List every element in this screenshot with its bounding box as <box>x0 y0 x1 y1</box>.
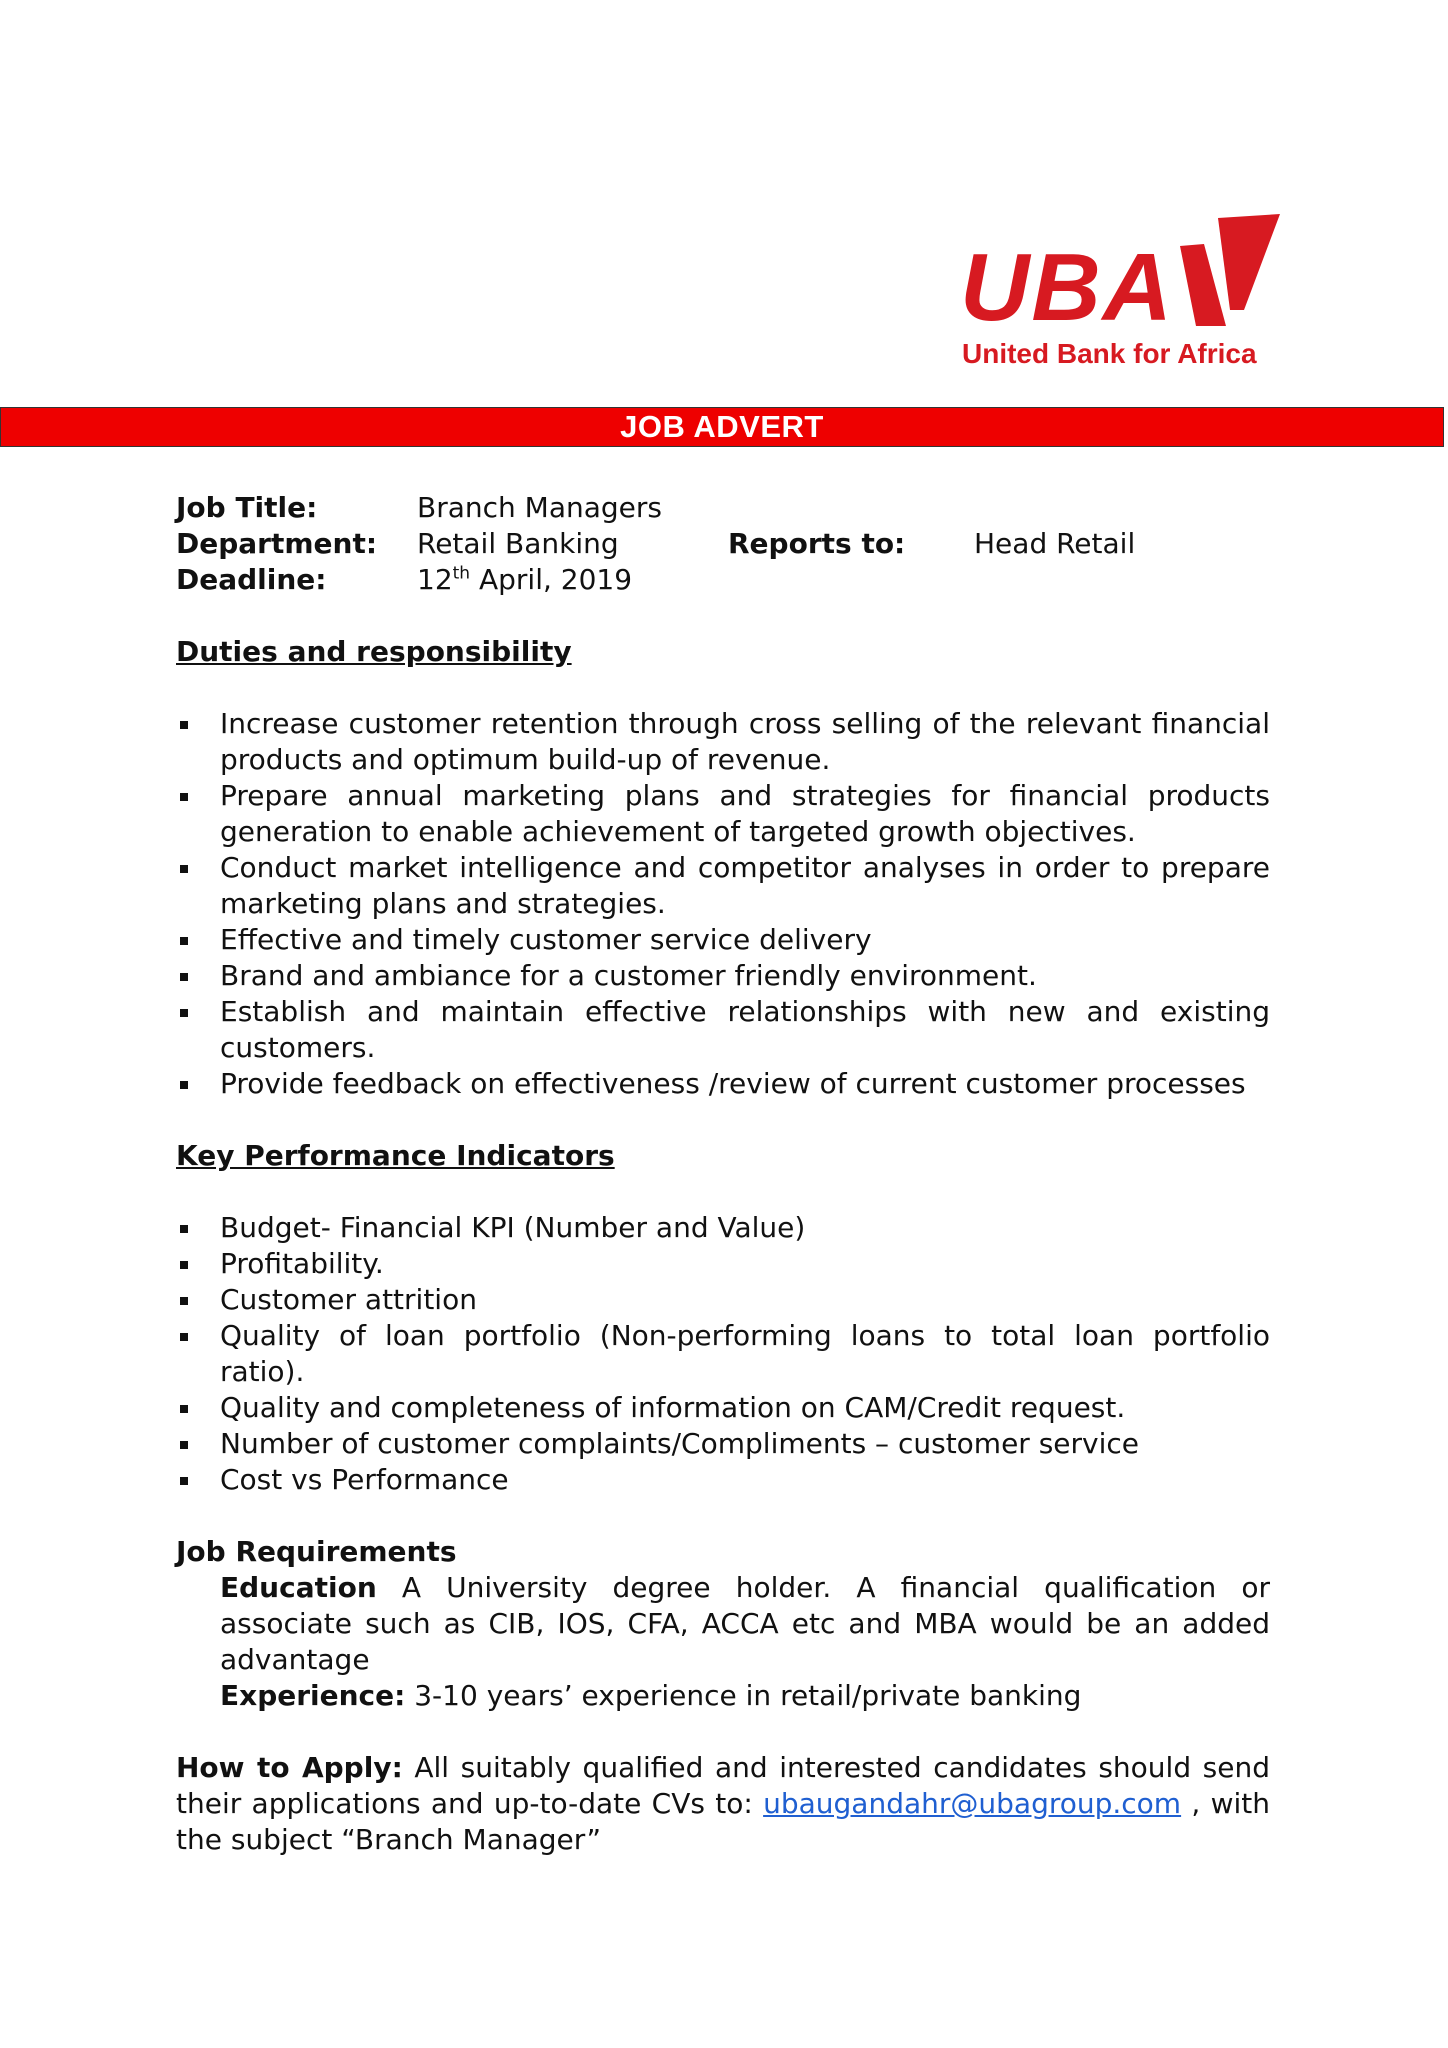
list-item <box>176 1426 1270 1462</box>
list-item <box>176 1390 1270 1426</box>
apply-email-link[interactable]: ubaugandahr@ubagroup.com <box>763 1787 1182 1820</box>
list-item-text: Budget- Financial KPI (Number and Value) <box>220 1211 806 1244</box>
experience-line <box>220 1678 1270 1714</box>
deadline-value <box>417 562 632 598</box>
department-value: Retail Banking <box>417 527 619 560</box>
apply-text-before: All suitably qualified and interested candidates should send their applications and up-to-date CVs to: <box>176 1751 1270 1820</box>
list-item <box>176 922 1270 958</box>
experience-text: 3-10 years’ experience in retail/private banking <box>405 1679 1082 1712</box>
list-item <box>176 1210 1270 1246</box>
list-item <box>176 958 1270 994</box>
bullet-icon <box>180 1261 188 1269</box>
job-title-label: Job Title: <box>176 491 318 524</box>
list-item-text: Establish and maintain effective relationships with new and existing customers. <box>220 995 1270 1064</box>
list-item-text: Prepare annual marketing plans and strategies for financial products generation to enable achievement of targeted growth objectives. <box>220 779 1270 848</box>
list-item-text: Customer attrition <box>220 1283 477 1316</box>
list-item-text: Brand and ambiance for a customer friendly environment. <box>220 959 1037 992</box>
list-item-text: Provide feedback on effectiveness /review of current customer processes <box>220 1067 1246 1100</box>
bullet-icon <box>180 1333 188 1341</box>
bullet-icon <box>180 793 188 801</box>
department-row <box>176 526 1270 562</box>
list-item <box>176 1246 1270 1282</box>
deadline-label: Deadline: <box>176 563 327 596</box>
reports-to-label: Reports to: <box>728 527 906 560</box>
bullet-icon <box>180 1405 188 1413</box>
list-item <box>176 994 1270 1066</box>
reports-to-value: Head Retail <box>974 527 1136 560</box>
list-item-text: Quality of loan portfolio (Non-performing loans to total loan portfolio ratio). <box>220 1319 1270 1388</box>
bullet-icon <box>180 973 188 981</box>
bullet-icon <box>180 937 188 945</box>
logo-tagline: United Bank for Africa <box>962 338 1257 369</box>
bullet-icon <box>180 721 188 729</box>
banner-title: JOB ADVERT <box>620 409 824 444</box>
list-item-text: Profitability. <box>220 1247 384 1280</box>
uba-logo <box>952 210 1282 380</box>
kpi-list <box>176 1210 1270 1498</box>
bullet-icon <box>180 1225 188 1233</box>
job-advert-banner <box>0 407 1444 447</box>
bullet-icon <box>180 1477 188 1485</box>
duties-list <box>176 706 1270 1102</box>
requirements-block <box>176 1570 1270 1714</box>
list-item <box>176 1462 1270 1498</box>
list-item-text: Effective and timely customer service delivery <box>220 923 872 956</box>
list-item-text: Cost vs Performance <box>220 1463 509 1496</box>
list-item-text: Quality and completeness of information on CAM/Credit request. <box>220 1391 1126 1424</box>
how-to-apply <box>176 1750 1270 1858</box>
deadline-suffix: th <box>452 563 471 584</box>
document-body <box>176 490 1270 1858</box>
list-item <box>176 1318 1270 1390</box>
education-text: A University degree holder. A financial qualification or associate such as CIB, IOS, CFA, ACCA etc and MBA would be an added advantage <box>220 1571 1270 1676</box>
education-label: Education <box>220 1571 377 1604</box>
apply-label: How to Apply: <box>176 1751 403 1784</box>
deadline-day: 12 <box>417 563 453 596</box>
deadline-rest: April, 2019 <box>470 563 633 596</box>
education-line <box>220 1570 1270 1678</box>
requirements-heading: Job Requirements <box>176 1535 457 1568</box>
duties-heading: Duties and responsibility <box>176 635 572 668</box>
kpi-heading: Key Performance Indicators <box>176 1139 615 1172</box>
list-item-text: Increase customer retention through cross selling of the relevant financial products and optimum build-up of revenue. <box>220 707 1270 776</box>
list-item <box>176 1066 1270 1102</box>
job-title-row <box>176 490 1270 526</box>
job-title-value: Branch Managers <box>417 491 662 524</box>
list-item <box>176 778 1270 850</box>
bullet-icon <box>180 865 188 873</box>
uba-brand-mark-icon <box>1174 214 1280 326</box>
bullet-icon <box>180 1297 188 1305</box>
list-item <box>176 1282 1270 1318</box>
list-item-text: Conduct market intelligence and competitor analyses in order to prepare marketing plans and strategies. <box>220 851 1270 920</box>
list-item <box>176 706 1270 778</box>
bullet-icon <box>180 1009 188 1017</box>
experience-label: Experience: <box>220 1679 406 1712</box>
apply-text-after: , with the subject “Branch Manager” <box>176 1787 1270 1856</box>
list-item-text: Number of customer complaints/Compliments – customer service <box>220 1427 1140 1460</box>
bullet-icon <box>180 1081 188 1089</box>
department-label: Department: <box>176 527 378 560</box>
list-item <box>176 850 1270 922</box>
bullet-icon <box>180 1441 188 1449</box>
logo-wordmark: UBA <box>960 234 1174 341</box>
deadline-row <box>176 562 1270 598</box>
